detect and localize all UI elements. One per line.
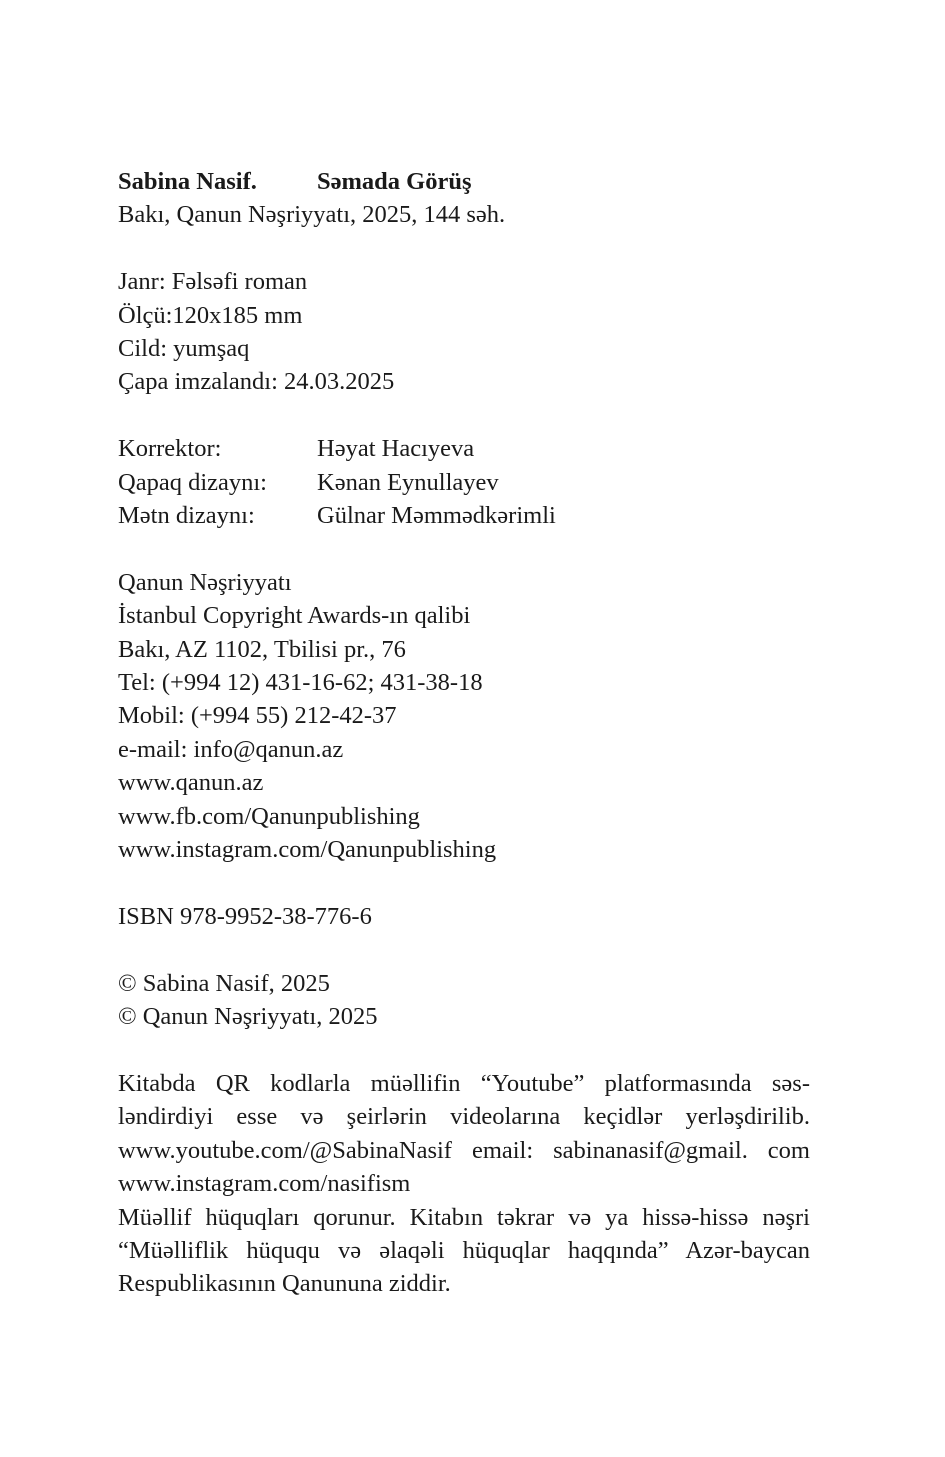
book-title: Səmada Görüş bbox=[317, 168, 472, 195]
imprint-page bbox=[118, 165, 810, 1301]
size-line: Ölçü:120x185 mm bbox=[118, 301, 303, 329]
spacer bbox=[118, 532, 810, 565]
print-date-line: Çapa imzalandı: 24.03.2025 bbox=[118, 368, 395, 396]
credit-row-text-design bbox=[118, 499, 810, 532]
copyright-author: © Sabina Nasif, 2025 bbox=[118, 969, 330, 997]
publisher-award: İstanbul Copyright Awards-ın qalibi bbox=[118, 602, 471, 630]
author-name: Sabina Nasif. bbox=[118, 168, 257, 195]
qr-code-note: Kitabda QR kodlarla müəllifin “Youtube” platformasında səs-ləndirdiyi esse və şeirlərin videolarına keçidlər yerləşdirilib. www.youtube.com/@SabinaNasif email: sabinanasif@gmail. com www.instagram.com/nasifism bbox=[118, 1069, 810, 1198]
spacer bbox=[118, 1033, 810, 1066]
credit-name: Həyat Hacıyeva bbox=[317, 435, 475, 463]
spacer bbox=[118, 933, 810, 966]
spacer bbox=[118, 866, 810, 899]
title-line bbox=[118, 165, 810, 198]
publisher-name: Qanun Nəşriyyatı bbox=[118, 568, 292, 596]
credit-row-proofreader bbox=[118, 432, 810, 465]
copyright-publisher: © Qanun Nəşriyyatı, 2025 bbox=[118, 1003, 378, 1031]
publisher-website: www.qanun.az bbox=[118, 769, 264, 797]
publisher-address: Bakı, AZ 1102, Tbilisi pr., 76 bbox=[118, 635, 406, 663]
credit-name: Kənan Eynullayev bbox=[317, 468, 499, 496]
credit-role: Qapaq dizaynı: bbox=[118, 468, 267, 496]
publisher-facebook: www.fb.com/Qanunpublishing bbox=[118, 802, 420, 830]
imprint-line: Bakı, Qanun Nəşriyyatı, 2025, 144 səh. bbox=[118, 201, 506, 229]
rights-note: Müəllif hüquqları qorunur. Kitabın təkrar və ya hissə-hissə nəşri “Müəlliflik hüququ və əlaqəli hüquqlar haqqında” Azər-baycan Respublikasının Qanununa ziddir. bbox=[118, 1203, 810, 1298]
credit-name: Gülnar Məmmədkərimli bbox=[317, 502, 556, 530]
spacer bbox=[118, 232, 810, 265]
spacer bbox=[118, 399, 810, 432]
credit-role: Mətn dizaynı: bbox=[118, 502, 255, 530]
genre-line: Janr: Fəlsəfi roman bbox=[118, 268, 308, 296]
isbn: ISBN 978-9952-38-776-6 bbox=[118, 902, 372, 930]
publisher-instagram: www.instagram.com/Qanunpublishing bbox=[118, 836, 497, 864]
credit-row-cover-design bbox=[118, 466, 810, 499]
binding-line: Cild: yumşaq bbox=[118, 335, 250, 363]
publisher-mobile: Mobil: (+994 55) 212-42-37 bbox=[118, 702, 397, 730]
publisher-email: e-mail: info@qanun.az bbox=[118, 735, 344, 763]
publisher-phone: Tel: (+994 12) 431-16-62; 431-38-18 bbox=[118, 669, 483, 697]
credit-role: Korrektor: bbox=[118, 435, 222, 463]
